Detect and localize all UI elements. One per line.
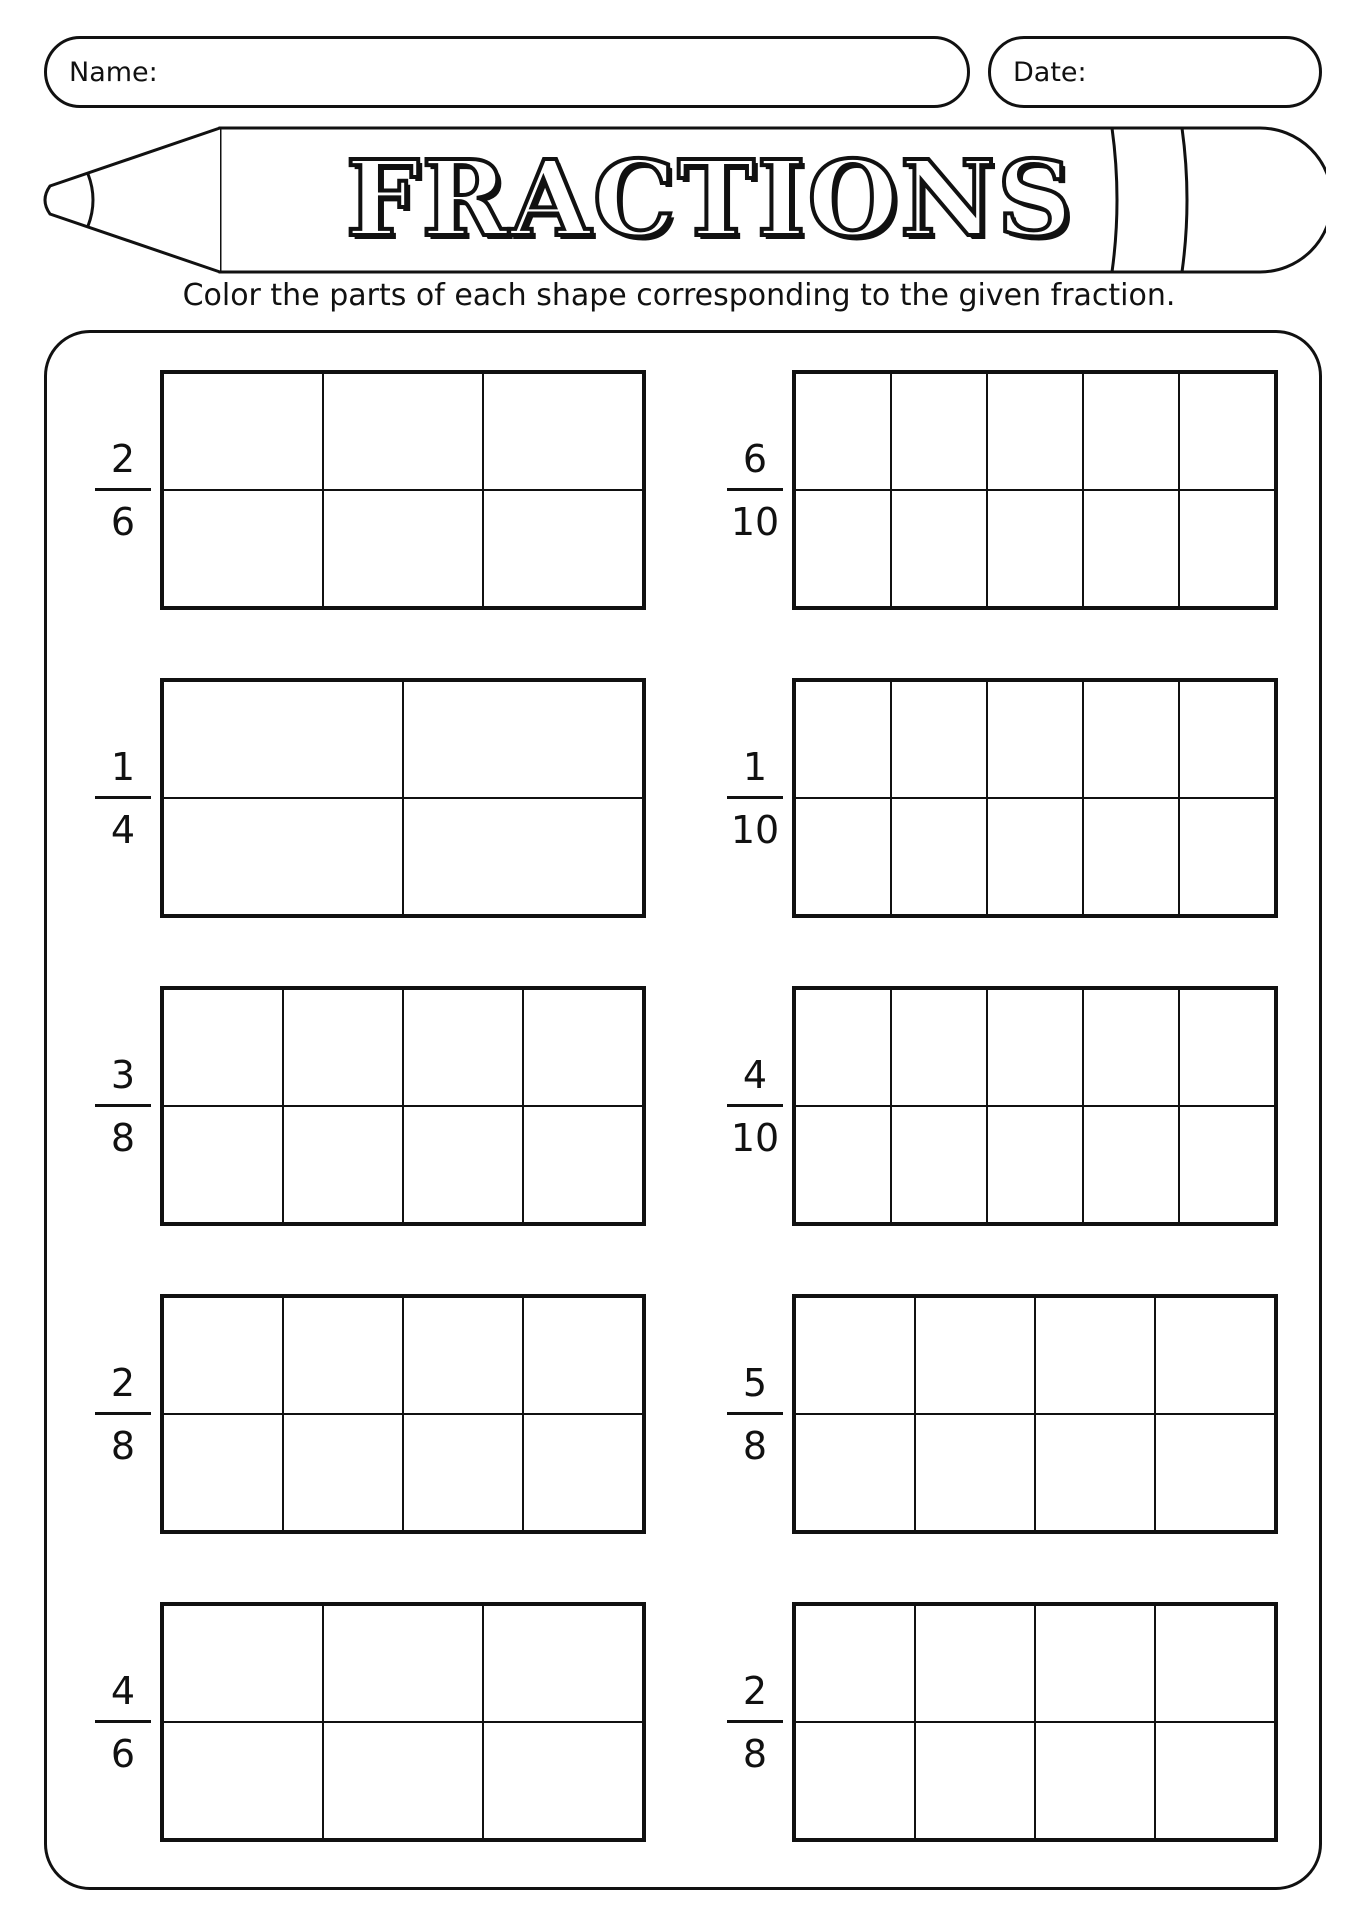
grid-cell[interactable] xyxy=(523,1106,643,1223)
numerator: 4 xyxy=(110,1668,136,1713)
grid-cell[interactable] xyxy=(795,373,891,490)
fraction-bar xyxy=(95,1412,151,1415)
numerator: 2 xyxy=(742,1668,768,1713)
grid-cell[interactable] xyxy=(483,1722,643,1839)
grid-cell[interactable] xyxy=(1083,989,1179,1106)
grid-cell[interactable] xyxy=(1155,1414,1275,1531)
grid-cell[interactable] xyxy=(283,989,403,1106)
fraction-bar xyxy=(727,796,783,799)
grid-cell[interactable] xyxy=(795,798,891,915)
denominator: 8 xyxy=(110,1115,136,1160)
grid-cell[interactable] xyxy=(523,1414,643,1531)
grid-cell[interactable] xyxy=(283,1106,403,1223)
grid-cell[interactable] xyxy=(987,490,1083,607)
fraction-label xyxy=(88,1294,158,1534)
name-field[interactable] xyxy=(44,36,970,108)
denominator: 8 xyxy=(742,1423,768,1468)
fraction-grid xyxy=(160,1294,646,1534)
grid-cell[interactable] xyxy=(1155,1605,1275,1722)
grid-cell[interactable] xyxy=(163,1605,323,1722)
denominator: 6 xyxy=(110,499,136,544)
fraction-bar xyxy=(95,796,151,799)
problem-1 xyxy=(88,370,688,610)
grid-cell[interactable] xyxy=(323,490,483,607)
fraction-label xyxy=(720,1602,790,1842)
grid-cell[interactable] xyxy=(403,681,643,798)
grid-cell[interactable] xyxy=(891,989,987,1106)
fraction-bar xyxy=(727,1720,783,1723)
numerator: 1 xyxy=(110,744,136,789)
fraction-bar xyxy=(727,1104,783,1107)
grid-cell[interactable] xyxy=(987,989,1083,1106)
grid-cell[interactable] xyxy=(1179,1106,1275,1223)
numerator: 2 xyxy=(110,436,136,481)
grid-cell[interactable] xyxy=(323,1605,483,1722)
grid-cell[interactable] xyxy=(163,1297,283,1414)
grid-cell[interactable] xyxy=(1083,490,1179,607)
grid-cell[interactable] xyxy=(987,373,1083,490)
grid-cell[interactable] xyxy=(795,490,891,607)
grid-cell[interactable] xyxy=(1155,1722,1275,1839)
grid-cell[interactable] xyxy=(1179,681,1275,798)
denominator: 8 xyxy=(110,1423,136,1468)
grid-cell[interactable] xyxy=(403,1414,523,1531)
numerator: 3 xyxy=(110,1052,136,1097)
grid-cell[interactable] xyxy=(163,373,323,490)
denominator: 10 xyxy=(730,807,780,852)
grid-cell[interactable] xyxy=(163,681,403,798)
grid-cell[interactable] xyxy=(1155,1297,1275,1414)
problem-2 xyxy=(720,370,1320,610)
grid-cell[interactable] xyxy=(891,798,987,915)
problem-4 xyxy=(720,678,1320,918)
grid-cell[interactable] xyxy=(1179,989,1275,1106)
grid-cell[interactable] xyxy=(915,1414,1035,1531)
instructions: Color the parts of each shape corresponding to the given fraction. xyxy=(182,278,1176,313)
fraction-grid xyxy=(792,1602,1278,1842)
grid-cell[interactable] xyxy=(163,798,403,915)
problem-9 xyxy=(88,1602,688,1842)
grid-cell[interactable] xyxy=(1179,798,1275,915)
grid-cell[interactable] xyxy=(795,1297,915,1414)
fraction-label xyxy=(720,986,790,1226)
grid-cell[interactable] xyxy=(891,373,987,490)
grid-cell[interactable] xyxy=(795,1414,915,1531)
grid-cell[interactable] xyxy=(1083,1106,1179,1223)
grid-cell[interactable] xyxy=(1083,373,1179,490)
numerator: 5 xyxy=(742,1360,768,1405)
grid-cell[interactable] xyxy=(795,1722,915,1839)
grid-cell[interactable] xyxy=(987,798,1083,915)
grid-cell[interactable] xyxy=(891,490,987,607)
grid-cell[interactable] xyxy=(1035,1605,1155,1722)
problem-7 xyxy=(88,1294,688,1534)
grid-cell[interactable] xyxy=(163,490,323,607)
grid-cell[interactable] xyxy=(915,1605,1035,1722)
page-title: FRACTIONS xyxy=(345,136,1075,260)
grid-cell[interactable] xyxy=(915,1297,1035,1414)
grid-cell[interactable] xyxy=(403,1297,523,1414)
fraction-grid xyxy=(792,678,1278,918)
fraction-label xyxy=(720,678,790,918)
grid-cell[interactable] xyxy=(891,1106,987,1223)
grid-cell[interactable] xyxy=(1083,681,1179,798)
fraction-label xyxy=(88,370,158,610)
fraction-bar xyxy=(727,1412,783,1415)
denominator: 8 xyxy=(742,1731,768,1776)
date-label: Date: xyxy=(1013,56,1087,88)
name-label: Name: xyxy=(69,56,158,88)
grid-cell[interactable] xyxy=(283,1297,403,1414)
numerator: 2 xyxy=(110,1360,136,1405)
problem-8 xyxy=(720,1294,1320,1534)
grid-cell[interactable] xyxy=(403,798,643,915)
date-field[interactable] xyxy=(988,36,1322,108)
grid-cell[interactable] xyxy=(323,373,483,490)
grid-cell[interactable] xyxy=(1083,798,1179,915)
fraction-grid xyxy=(792,986,1278,1226)
grid-cell[interactable] xyxy=(1179,490,1275,607)
fraction-grid xyxy=(792,370,1278,610)
problem-5 xyxy=(88,986,688,1226)
fraction-bar xyxy=(95,488,151,491)
fraction-grid xyxy=(160,1602,646,1842)
fraction-bar xyxy=(727,488,783,491)
grid-cell[interactable] xyxy=(483,373,643,490)
grid-cell[interactable] xyxy=(795,681,891,798)
grid-cell[interactable] xyxy=(1035,1414,1155,1531)
denominator: 10 xyxy=(730,499,780,544)
fraction-label xyxy=(88,1602,158,1842)
grid-cell[interactable] xyxy=(283,1414,403,1531)
grid-cell[interactable] xyxy=(987,681,1083,798)
grid-cell[interactable] xyxy=(891,681,987,798)
grid-cell[interactable] xyxy=(403,989,523,1106)
grid-cell[interactable] xyxy=(795,1605,915,1722)
fraction-label xyxy=(88,986,158,1226)
fraction-label xyxy=(720,1294,790,1534)
denominator: 4 xyxy=(110,807,136,852)
fraction-grid xyxy=(792,1294,1278,1534)
fraction-grid xyxy=(160,370,646,610)
grid-cell[interactable] xyxy=(523,989,643,1106)
grid-cell[interactable] xyxy=(483,1605,643,1722)
grid-cell[interactable] xyxy=(1035,1722,1155,1839)
fraction-label xyxy=(720,370,790,610)
grid-cell[interactable] xyxy=(915,1722,1035,1839)
grid-cell[interactable] xyxy=(163,1106,283,1223)
numerator: 1 xyxy=(742,744,768,789)
fraction-bar xyxy=(95,1720,151,1723)
grid-cell[interactable] xyxy=(163,1722,323,1839)
grid-cell[interactable] xyxy=(1035,1297,1155,1414)
grid-cell[interactable] xyxy=(163,1414,283,1531)
fraction-grid xyxy=(160,986,646,1226)
numerator: 4 xyxy=(742,1052,768,1097)
grid-cell[interactable] xyxy=(523,1297,643,1414)
denominator: 6 xyxy=(110,1731,136,1776)
grid-cell[interactable] xyxy=(1179,373,1275,490)
grid-cell[interactable] xyxy=(163,989,283,1106)
fraction-label xyxy=(88,678,158,918)
grid-cell[interactable] xyxy=(987,1106,1083,1223)
grid-cell[interactable] xyxy=(323,1722,483,1839)
numerator: 6 xyxy=(742,436,768,481)
fraction-grid xyxy=(160,678,646,918)
problem-6 xyxy=(720,986,1320,1226)
grid-cell[interactable] xyxy=(403,1106,523,1223)
problem-3 xyxy=(88,678,688,918)
problem-10 xyxy=(720,1602,1320,1842)
fraction-bar xyxy=(95,1104,151,1107)
grid-cell[interactable] xyxy=(795,989,891,1106)
grid-cell[interactable] xyxy=(483,490,643,607)
grid-cell[interactable] xyxy=(795,1106,891,1223)
denominator: 10 xyxy=(730,1115,780,1160)
